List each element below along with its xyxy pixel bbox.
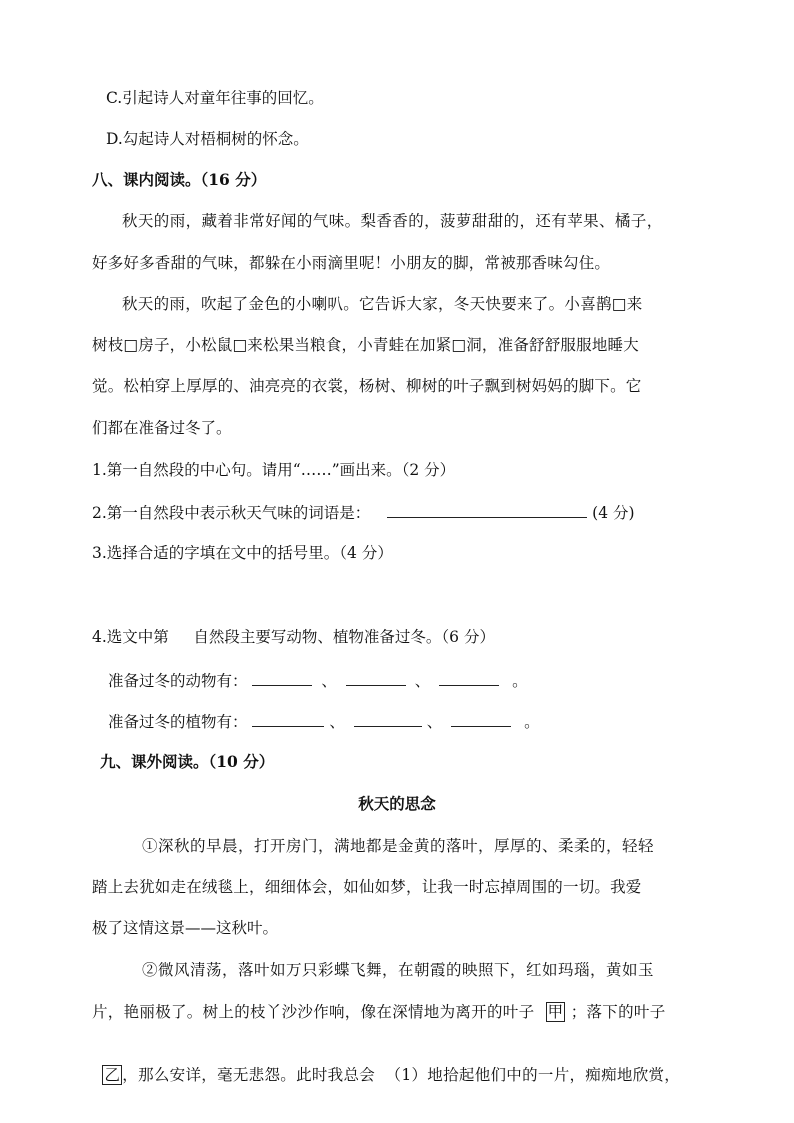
- essay-text: ；落下的叶子: [570, 1003, 666, 1021]
- passage-1-line-1: 秋天的雨，藏着非常好闻的气味。梨香香的，菠萝甜甜的，还有苹果、橘子，: [122, 212, 663, 230]
- passage-2-line-2: 树枝□房子，小松鼠□来松果当粮食，小青蛙在加紧□洞，准备舒舒服服地睡大: [92, 336, 639, 354]
- answer-blank[interactable]: [439, 670, 499, 686]
- answer-blank[interactable]: [354, 711, 422, 727]
- word-choices: [118, 585, 297, 605]
- question-2-text: 2.第一自然段中表示秋天气味的词语是：: [92, 504, 371, 522]
- plants-row: [108, 711, 540, 732]
- essay-para-1-line-2: 踏上去犹如走在绒毯上，细细体会，如仙如梦，让我一时忘掉周围的一切。我爱: [92, 878, 642, 896]
- separator: 、: [414, 672, 431, 690]
- question-4: 4.选文中第 自然段主要写动物、植物准备过冬。（6 分）: [92, 628, 495, 646]
- separator: 、: [426, 713, 443, 731]
- animals-row: [108, 670, 528, 691]
- period: 。: [512, 672, 528, 690]
- option-c: C.引起诗人对童年往事的回忆。: [106, 89, 324, 107]
- essay-para-2-line-3: [92, 1045, 680, 1085]
- essay-para-2-line-1: ②微风清荡，落叶如万只彩蝶飞舞，在朝霞的映照下，红如玛瑙，黄如玉: [142, 961, 655, 979]
- essay-title: 秋天的思念: [358, 794, 436, 813]
- question-3: 3.选择合适的字填在文中的括号里。（4 分）: [92, 544, 393, 562]
- animals-label: 准备过冬的动物有：: [108, 672, 248, 690]
- essay-para-1-line-1: ①深秋的早晨，打开房门，满地都是金黄的落叶，厚厚的、柔柔的，轻轻: [142, 837, 655, 855]
- question-2-score: (4 分): [592, 504, 635, 522]
- blank-box-yi[interactable]: 乙: [104, 1066, 121, 1084]
- answer-blank-q2[interactable]: [387, 502, 587, 518]
- essay-para-1-line-3: 极了这情这景——这秋叶。: [92, 919, 279, 937]
- plants-label: 准备过冬的植物有：: [108, 713, 248, 731]
- answer-blank[interactable]: [252, 670, 312, 686]
- essay-text: 片，艳丽极了。树上的枝丫沙沙作响，像在深情地为离开的叶子: [92, 1003, 535, 1021]
- question-2: [92, 502, 635, 523]
- answer-blank[interactable]: [346, 670, 406, 686]
- period: 。: [524, 713, 540, 731]
- passage-1-line-2: 好多好多香甜的气味，都躲在小雨滴里呢！小朋友的脚，常被那香味勾住。: [92, 254, 611, 272]
- option-d: D.勾起诗人对梧桐树的怀念。: [106, 130, 309, 148]
- answer-blank[interactable]: [451, 711, 511, 727]
- separator: 、: [321, 672, 337, 690]
- passage-2-line-4: 们都在准备过冬了。: [92, 419, 232, 437]
- passage-2-line-1: 秋天的雨，吹起了金色的小喇叭。它告诉大家，冬天快要来了。小喜鹊□来: [122, 295, 643, 313]
- passage-2-line-3: 觉。松柏穿上厚厚的、油亮亮的衣裳，杨树、柳树的叶子飘到树妈妈的脚下。它: [92, 377, 642, 395]
- essay-text: ，那么安详，毫无悲怨。此时我总会 （1）地拾起他们中的一片，痴痴地欣赏，: [122, 1066, 681, 1084]
- essay-para-2-line-2: [92, 1002, 666, 1022]
- blank-box-jia[interactable]: 甲: [547, 1003, 564, 1021]
- question-1: 1.第一自然段的中心句。请用“……”画出来。（2 分）: [92, 461, 456, 479]
- answer-blank[interactable]: [252, 711, 324, 727]
- section-9-heading: 九、课外阅读。（10 分）: [100, 752, 275, 771]
- section-8-heading: 八、课内阅读。（16 分）: [92, 170, 267, 189]
- separator: 、: [329, 713, 345, 731]
